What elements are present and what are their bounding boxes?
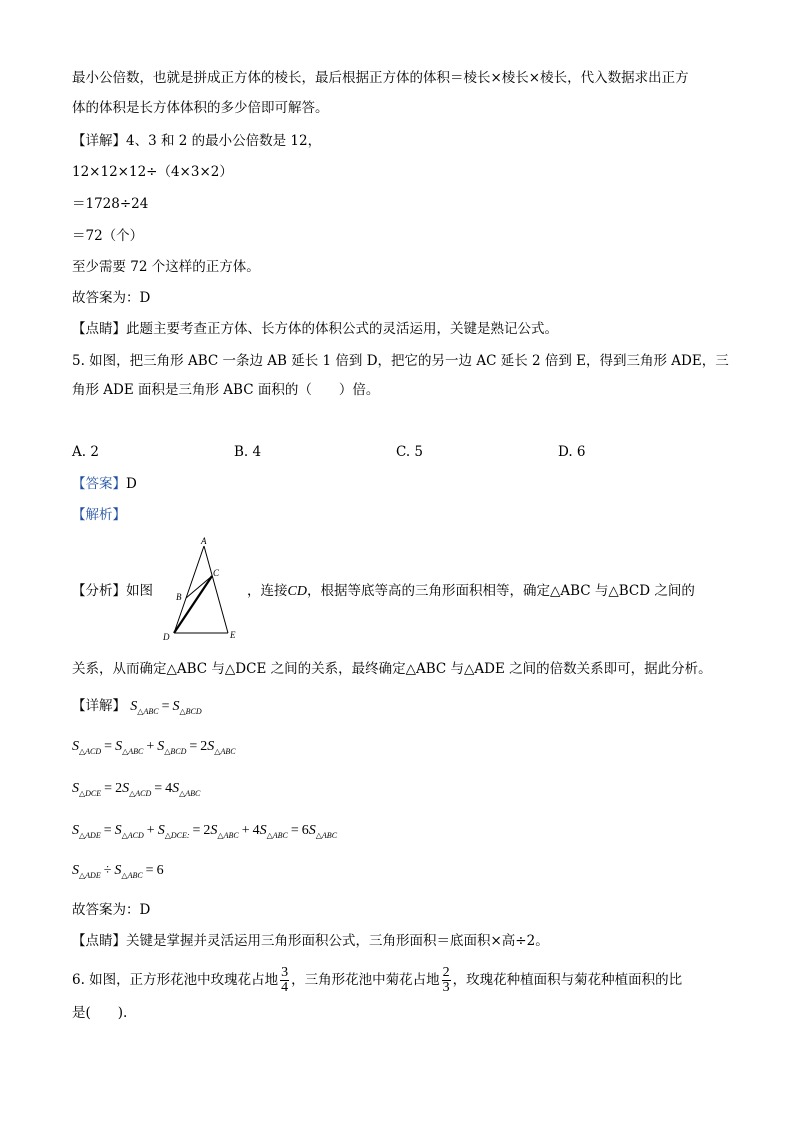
analysis-tag: 【分析】 [72, 583, 126, 599]
detail-eq-2: $S_{\triangle ACD} = S_{\triangle ABC} + S_{\triangle BCD} = 2S_{\triangle ABC}$ [72, 739, 236, 756]
triangle-figure [158, 536, 244, 644]
analysis-text-b: ，连接 [247, 583, 288, 599]
detail-tag: 【详解】 [72, 133, 126, 149]
answer-line-5: 故答案为：D [72, 902, 151, 918]
note-tag-5: 【点睛】 [72, 933, 126, 949]
detail-text: 4、3 和 2 的最小公倍数是 12， [126, 133, 322, 149]
analysis-line-1b [247, 582, 695, 601]
detail-eq-1 [72, 697, 202, 721]
option-b: B. 4 [234, 444, 262, 460]
note-text: 此题主要考查正方体、长方体的体积公式的灵活运用，关键是熟记公式。 [126, 321, 558, 337]
fraction-two-thirds: $\frac{2}{3}$ [442, 965, 450, 995]
segment-cd: CD [287, 584, 307, 599]
analysis-line-1 [72, 582, 153, 600]
label-e: E [230, 630, 236, 640]
analysis-line-2: 关系，从而确定△ABC 与△DCE 之间的关系，最终确定△ABC 与△ADE 之间的倍数关系即可，据此分析。 [72, 661, 712, 677]
line-1: 最小公倍数，也就是拼成正方体的棱长，最后根据正方体的体积＝棱长×棱长×棱长，代入数据求出正方 [72, 70, 689, 86]
option-c: C. 5 [396, 444, 424, 460]
detail-eq-4: $S_{\triangle ADE} = S_{\triangle ACD} + S_{\triangle DCE:} = 2S_{\triangle ABC} + 4S_{\triangle ABC} = 6S_{\triangle ABC}$ [72, 823, 338, 840]
label-d: D [163, 632, 170, 642]
label-b: B [176, 592, 182, 602]
line-2: 体的体积是长方体体积的多少倍即可解答。 [72, 100, 329, 116]
calc-line-2: ＝1728÷24 [72, 196, 149, 212]
question-5-line-2: 角形 ADE 面积是三角形 ABC 面积的（ ）倍。 [72, 382, 380, 398]
note-line-4 [72, 320, 558, 338]
fraction-three-quarters: $\frac{3}{4}$ [281, 965, 289, 995]
answer-section [72, 475, 137, 493]
detail-line [72, 132, 321, 150]
detail-eq-5: $S_{\triangle ADE} \div S_{\triangle ABC} = 6$ [72, 863, 164, 880]
calc-line-3: ＝72（个） [72, 228, 144, 244]
detail-tag-5: 【详解】 [72, 698, 126, 714]
conclusion-line: 至少需要 72 个这样的正方体。 [72, 259, 260, 275]
label-c: C [213, 568, 220, 578]
analysis-text-c: ，根据等底等高的三角形面积相等，确定△ABC 与△BCD 之间的 [306, 583, 695, 599]
question-6-line-2: 是( ). [72, 1005, 128, 1021]
note-line-5 [72, 932, 549, 950]
note-tag: 【点睛】 [72, 321, 126, 337]
analysis-text-a: 如图 [126, 583, 153, 599]
detail-eq-3: $S_{\triangle DCE} = 2S_{\triangle ACD} = 4S_{\triangle ABC}$ [72, 781, 201, 798]
q6-text-b: ，三角形花池中菊花占地 [291, 972, 440, 988]
option-d: D. 6 [558, 444, 586, 460]
answer-line-4: 故答案为：D [72, 290, 151, 306]
question-6-line-1 [72, 966, 682, 995]
q6-text-a: 6. 如图，正方形花池中玫瑰花占地 [72, 972, 279, 988]
label-a: A [201, 536, 207, 546]
answer-tag: 【答案】 [72, 476, 126, 492]
analysis-section: 【解析】 [72, 507, 126, 523]
calc-line-1: 12×12×12÷（4×3×2） [72, 164, 233, 180]
question-5-line-1: 5. 如图，把三角形 ABC 一条边 AB 延长 1 倍到 D，把它的另一边 AC 延长 2 倍到 E，得到三角形 ADE，三 [72, 353, 729, 369]
q6-text-c: ，玫瑰花种植面积与菊花种植面积的比 [452, 972, 683, 988]
eq1: $S_{\triangle ABC} = S_{\triangle BCD}$ [130, 699, 202, 716]
answer-value: D [126, 476, 137, 492]
option-a: A. 2 [72, 444, 99, 460]
note-text-5: 关键是掌握并灵活运用三角形面积公式，三角形面积＝底面积×高÷2。 [126, 933, 549, 949]
